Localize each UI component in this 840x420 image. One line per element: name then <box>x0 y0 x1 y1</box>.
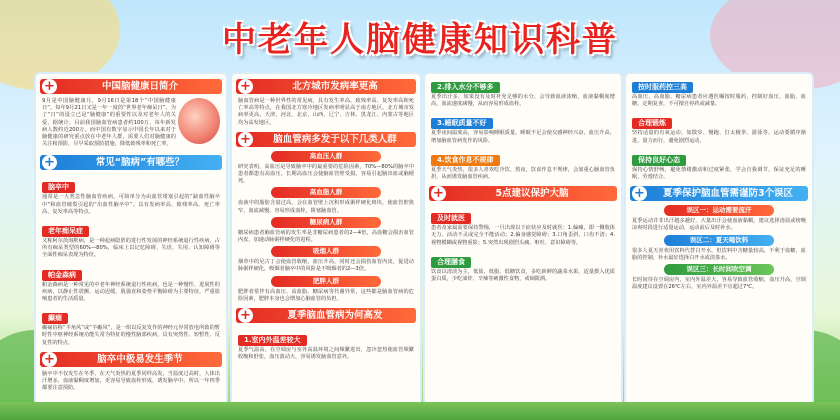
advice-tag: 及时就医 <box>431 213 471 224</box>
reason-text: 夏季出汗多，如果没有及时补充足够的水分，会导致血液浓缩，血液黏稠度增高，血流速度减慢，从而容易形成血栓。 <box>431 94 615 108</box>
group-text: 烟草中的尼古丁会使血管收缩，血压升高，同时还会损伤血管内皮，促进动脉粥样硬化，吸烟者脑卒中的风险是不吸烟者的2—3倍。 <box>238 259 414 273</box>
plus-icon: + <box>42 79 57 94</box>
advice-text: 高血压、高血脂、糖尿病患者应遵医嘱按时服药，控制好血压、血脂、血糖，定期复查，不可擅自停药或减量。 <box>632 94 806 108</box>
group-pill: 糖尿病人群 <box>271 217 381 228</box>
topic-tag: 帕金森病 <box>42 270 82 281</box>
reason-text: 夏季天气炎热，很多人喜欢吃冷饮、熬夜，饮食作息不规律，会加重心脑血管负担，从而诱发脑血管疾病。 <box>431 166 615 181</box>
advice-text: 保持心情舒畅，避免情绪激动和过度紧张，学会自我调节，保证充足的睡眠，劳逸结合。 <box>632 166 806 181</box>
reason-text: 夏季气温高，在空调房与室外高温环境之间频繁进出，忽冷忽热使血管频繁收缩和舒张，血压波动大，容易诱发脑血管意外。 <box>238 347 414 361</box>
grass-footer <box>0 402 840 420</box>
group-pill: 高血压人群 <box>271 151 381 162</box>
season-text: 脑卒中不仅发生在冬季，在天气炎热的夏季同样高发，当温度过高时，人体出汗增多，血液黏稠度增加，更容易导致血栓形成，诱发脑卒中。所以一年四季都要注意预防。 <box>42 370 220 392</box>
section-title: 5点建议保护大脑 <box>495 188 569 200</box>
north-text: 脑血管病是一种世界性的常见病，具有发生率高、致残率高、复发率高和死亡率高等特点，在我国北方寒冷地区发病率明显高于南方地区。北方城市发病率更高，天津、河北、北京、山西、辽宁、吉林、黑龙江、内蒙古等地区均为高发地区。 <box>238 98 414 126</box>
myth-pill: 误区一：运动需要流汗 <box>664 205 774 216</box>
group-pill: 肥胖人群 <box>271 276 381 287</box>
reason-tag: 2.排入水分不够多 <box>431 82 500 93</box>
topic-tag: 脑卒中 <box>42 182 75 193</box>
group-text: 血液中的脂肪含量过高，会在血管壁上沉积形成粥样硬化斑块，使血管腔狭窄，血流减慢，容易形成血栓，阻塞脑血管。 <box>238 200 414 214</box>
reason-tag: 3.睡眠质量不好 <box>431 118 493 129</box>
column-4 <box>624 72 814 406</box>
reason-tag: 1.室内外温差较大 <box>238 335 307 346</box>
advice-text: 坚持适量的有氧运动，如散步、慢跑、打太极拳、游泳等，运动要循序渐进，量力而行，避免剧烈运动。 <box>632 130 806 144</box>
advice-text: 患者及家属需要保持警惕，一旦出现以下症状应及时就医：1.偏瘫，即一侧肢体无力、活动不灵或完全不能活动；2.偏身感觉障碍；3.口角歪斜，口齿不清；4.视物模糊或视物重影；5.突然出现剧烈头痛、呕吐、意识障碍等。 <box>431 225 615 246</box>
plus-icon: + <box>431 186 446 201</box>
plus-icon: + <box>238 132 253 147</box>
section-header <box>425 185 621 202</box>
section-header <box>36 351 226 368</box>
group-text: 研究表明，高血压是导致脑卒中的最重要的危险因素，70%—80%的脑卒中患者都患有高血压。长期高血压会使脑血管壁受损，容易引起脑出血或脑梗死。 <box>238 163 414 185</box>
plus-icon: + <box>42 352 57 367</box>
page-title: 中老年人脑健康知识科普 <box>222 20 618 60</box>
section-title: 夏季脑血管病为何高发 <box>287 310 383 322</box>
column-3 <box>423 72 623 406</box>
group-pill: 高血脂人群 <box>271 187 381 198</box>
advice-text: 饮食以清淡为主，低盐、低脂、低糖饮食，多吃新鲜的蔬菜水果，适量摄入优质蛋白质，少吃油炸、辛辣等刺激性食物，戒烟限酒。 <box>431 268 615 283</box>
topic-text: 帕金森病是一种常见的中老年神经系统退行性疾病，也是一种慢性、进展性的疾病，以静止性震颤、运动迟缓、肌强直和姿势平衡障碍为主要特征，严重影响患者的生活质量。 <box>42 281 220 303</box>
section-title: 夏季保护脑血管需谨防3个误区 <box>662 188 794 200</box>
myth-text: 夏季运动并非出汗越多越好，大量出汗会使血液黏稠，建议选择清晨或傍晚凉爽时段进行适量运动，运动前后及时补水。 <box>632 218 806 232</box>
column-1 <box>34 72 228 406</box>
plus-icon: + <box>238 79 253 94</box>
topic-tag: 癫痫 <box>42 313 68 324</box>
section-title: 脑血管病多发于以下几类人群 <box>273 133 397 145</box>
reason-text: 夏季夜间温度高，容易影响睡眠质量，睡眠不足会使交感神经兴奋，血压升高，增加脑血管病发作的风险。 <box>431 130 615 144</box>
advice-tag: 保持良好心态 <box>632 155 686 166</box>
group-pill: 吸烟人群 <box>271 246 381 257</box>
advice-tag: 合理膳食 <box>431 257 471 268</box>
intro-text: 9月是中国脑健康月，9月16日是第18个“中国脑健康日”。每年9月21日又是一年一度的“世界老年痴呆日”。为了“日”的设立已是“脑健康”的重要性以及对老年人的关爱，据统计，目前我国脑血管病患者约100万，每年新发病人数约近200万，而中国有数字显示中国长年以来对于脑健康的研究重点放在中老年人群，需要人们对脑健康的关注和预防，尽早采取预防措施，降低致残率和死亡率。 <box>42 98 176 148</box>
topic-tag: 老年痴呆症 <box>42 226 89 237</box>
section-title: 常见“脑病”有哪些？ <box>95 157 185 169</box>
myth-text: 很多人夏天喜欢用饮料代替白开水，但饮料中含糖量较高，不利于血糖、血脂的控制，补水最好选择白开水或淡茶水。 <box>632 247 806 261</box>
intro-row <box>36 98 226 150</box>
section-header <box>232 307 420 324</box>
brain-illustration <box>178 98 220 144</box>
topic-text: 癫痫俗称“羊角风”或“羊癫风”，是一组以反复发作的神经元异常放电所致的暂时性中枢神经系统功能失常为特征的慢性脑部疾病，具有突然性、短暂性、反复性的特点。 <box>42 325 220 346</box>
section-header <box>36 78 226 95</box>
topic-text: 通常是一大类急性脑血管疾病，可简单分为由血管堵塞引起的“缺血性脑卒中”和血管破裂引起的“出血性脑卒中”。具有发病率高、致残率高、死亡率高、复发率高等特点。 <box>42 194 220 215</box>
column-2 <box>230 72 422 406</box>
section-header <box>36 154 226 171</box>
advice-tag: 按时服药控三高 <box>632 82 693 93</box>
group-text: 肥胖者常伴有高血压、高血脂、糖尿病等代谢异常，这些都是脑血管病的危险因素，肥胖本身也会增加心脑血管的负担。 <box>238 288 414 302</box>
myth-pill: 误区二：夏天喝饮料 <box>664 235 774 246</box>
section-title: 中国脑健康日简介 <box>101 81 178 92</box>
section-header <box>626 185 812 202</box>
plus-icon: + <box>238 308 253 323</box>
plus-icon: + <box>632 186 647 201</box>
plus-icon: + <box>42 155 57 170</box>
myth-text: 长时间待在空调房内，室内外温差大，容易导致血管收缩，血压升高，空调温度建议设置在26℃左右，室内外温差不宜超过7℃。 <box>632 277 806 291</box>
section-title: 北方城市发病率更高 <box>292 81 378 92</box>
section-header <box>232 131 420 148</box>
myth-pill: 误区三：长时间吹空调 <box>664 264 774 275</box>
reason-tag: 4.饮食作息不规律 <box>431 155 500 166</box>
section-title: 脑卒中极易发生季节 <box>97 353 183 365</box>
group-text: 糖尿病患者脑血管病的发生率是非糖尿病患者的2—4倍，高血糖会损害血管内皮，加速动脉粥样硬化的进程。 <box>238 229 414 244</box>
section-header <box>232 78 420 95</box>
advice-tag: 合理锻炼 <box>632 118 672 129</box>
topic-text: 又称阿尔茨海默病，是一种起病隐匿的进行性发展的神经系统退行性疾病，占所有痴呆类型的60%—80%，临床上以记忆障碍、失语、失用、认知障碍等全面性痴呆表现为特征。 <box>42 238 220 259</box>
